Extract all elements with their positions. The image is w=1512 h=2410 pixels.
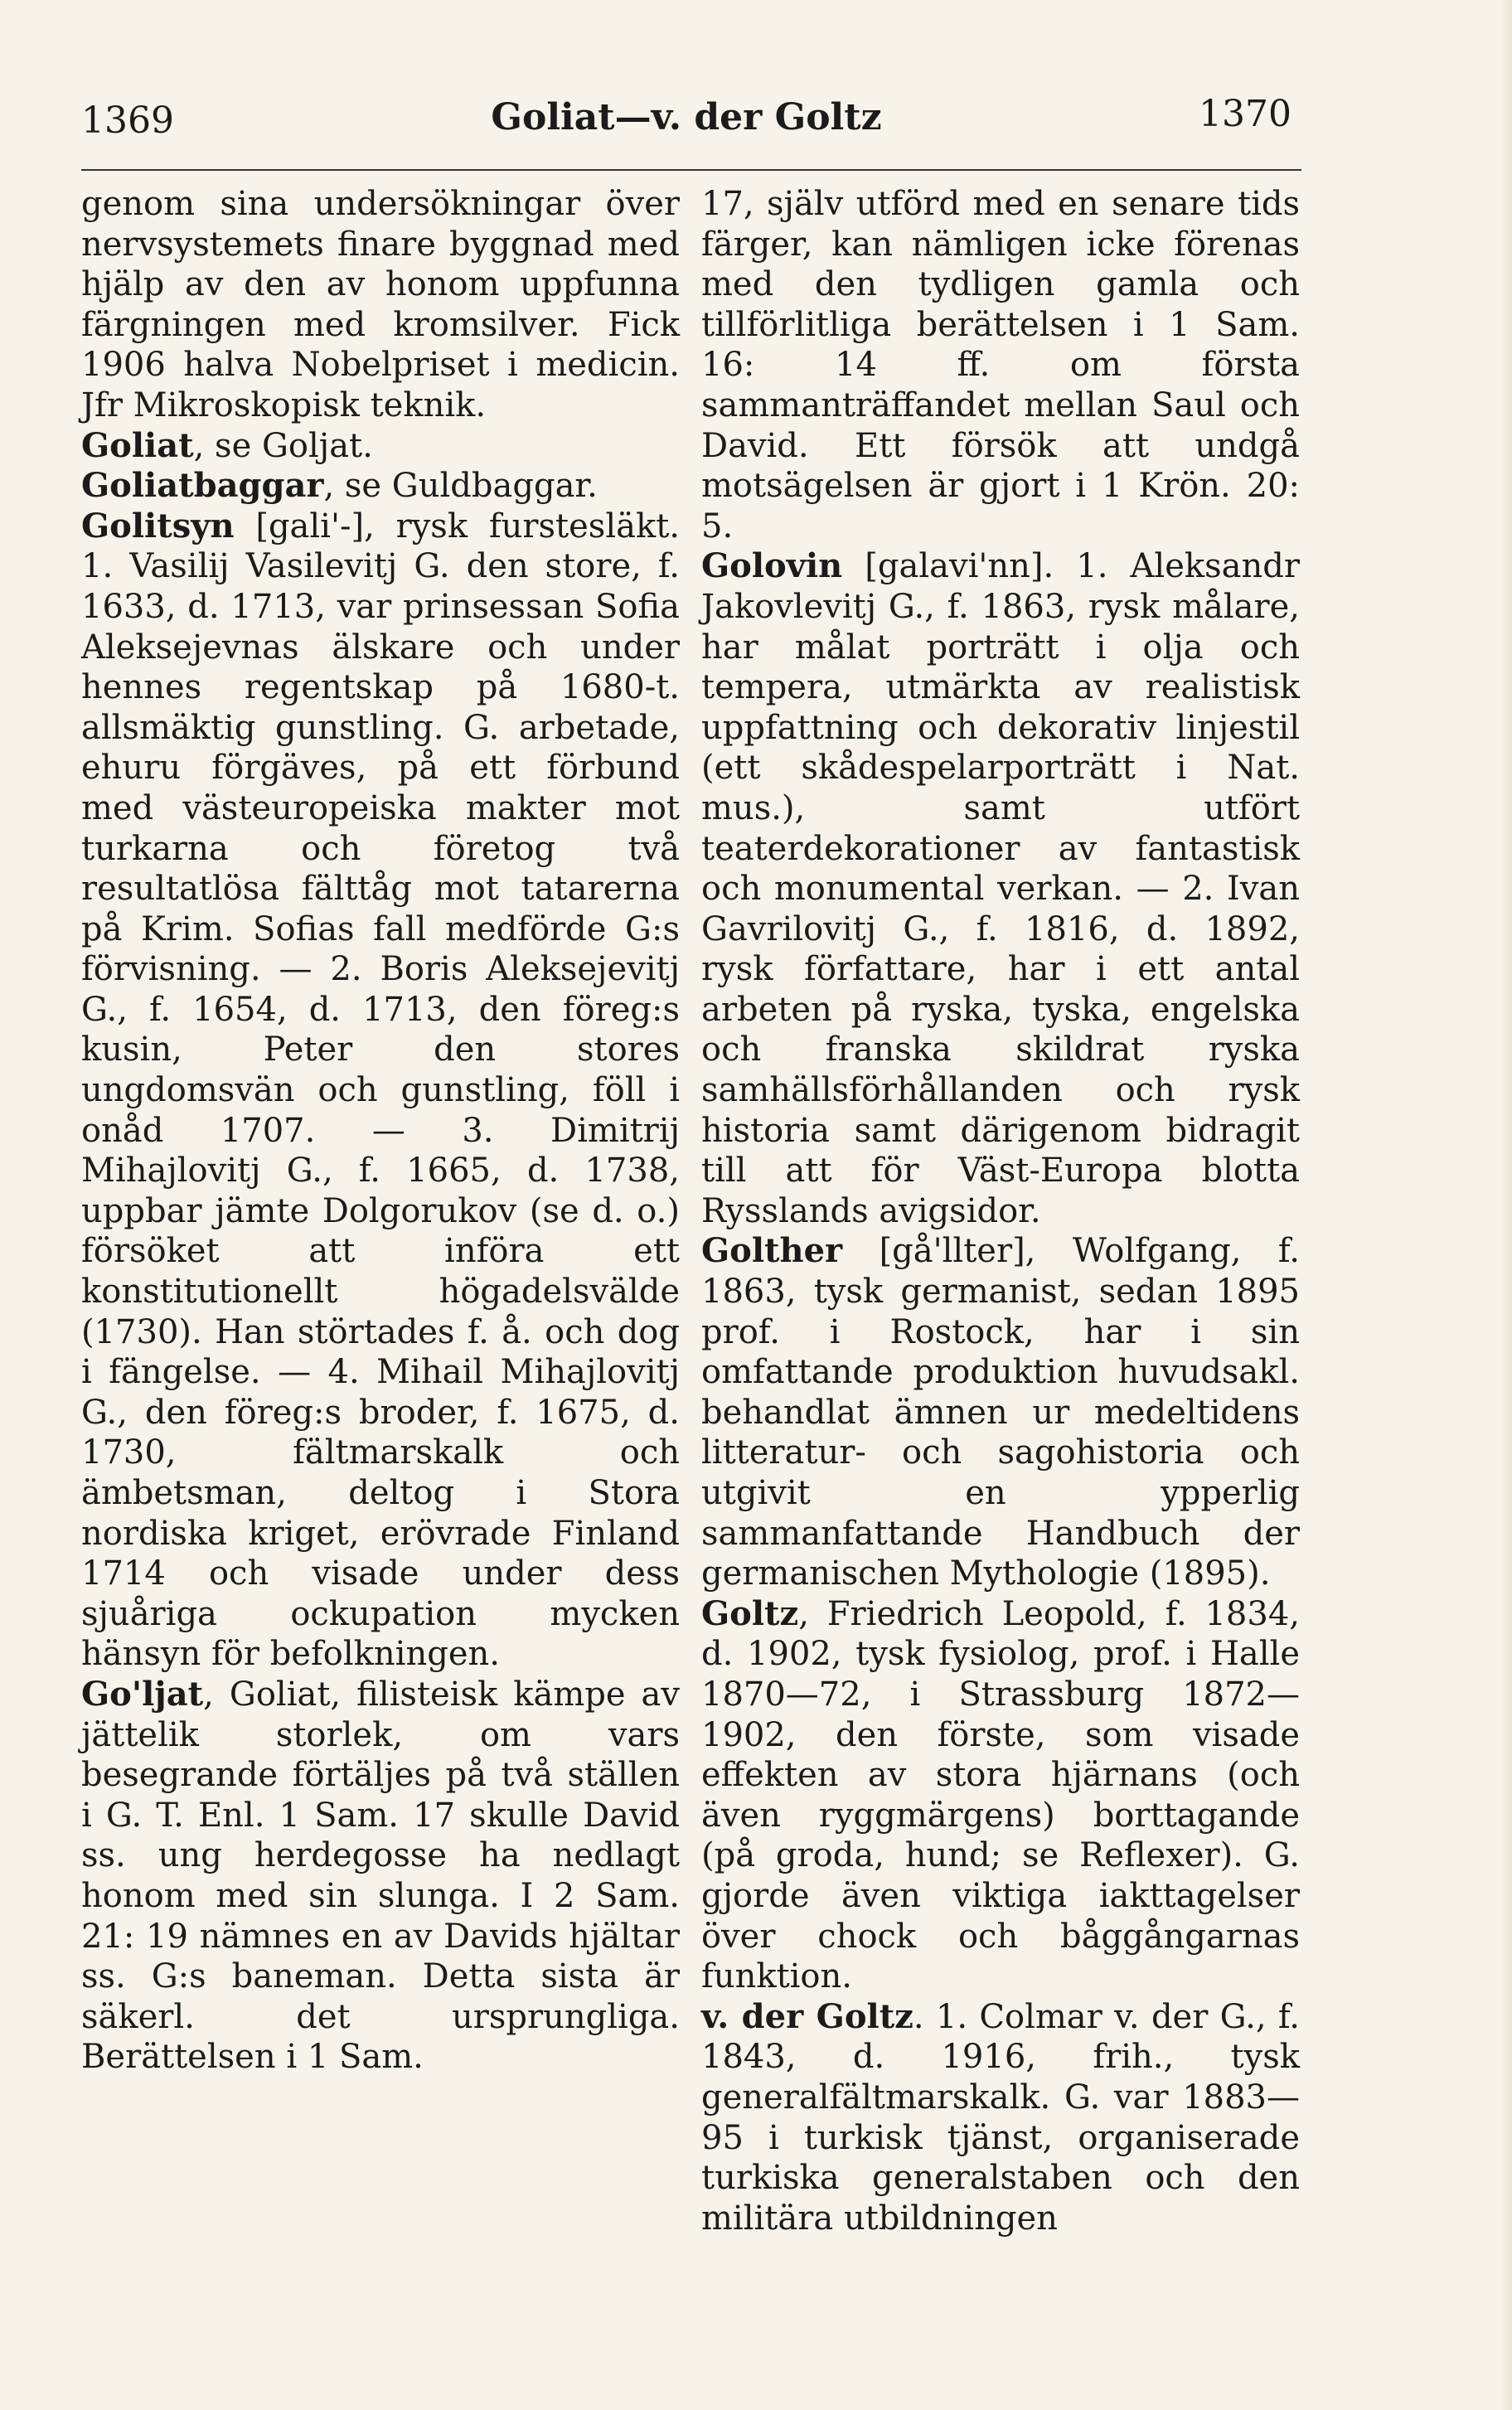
page-number-right: 1370 [1199,93,1292,135]
running-title: Goliat—v. der Goltz [491,96,882,138]
entry-goltz: Goltz, Friedrich Leopold, f. 1834, d. 1902, tysk fysiolog, prof. i Halle 1870—72, i Strassburg 1872—1902, den förste, som visade effekten av stora hjärnans (och även ryggmärgens) borttagande (på groda, hund; se Reflexer). G. gjorde även viktiga iakttagelser över chock och båggångarnas funktion. [701,1593,1300,1996]
page-header [81,93,1292,151]
headword: Goltz [701,1593,799,1633]
headword: Golitsyn [81,506,235,546]
entry-goliat: Goliat, se Goljat. [81,425,373,465]
left-column [81,184,680,2078]
header-rule [81,169,1301,171]
entry-golther: Golther [gå'llter], Wolfgang, f. 1863, tysk germanist, sedan 1895 prof. i Rostock, har i sin omfattande produktion huvudsakl. behandlat ämnen ur medeltidens litteratur- och sagohistoria och utgivit en ypperlig sammanfattande Handbuch der germanischen Mythologie (1895). [701,1231,1300,1593]
paragraph: 17, själv utförd med en senare tids färger, kan nämligen icke förenas med den tydligen gamla och tillförlitliga berättelsen i 1 Sam. 16: 14 ff. om första sammanträffandet mellan Saul och David. Ett försök att undgå motsägelsen är gjort i 1 Krön. 20: 5. [701,185,1300,546]
headword: Goliatbaggar [81,466,324,506]
right-column [701,184,1300,2238]
entry-v-der-goltz: v. der Goltz. 1. Colmar v. der G., f. 1843, d. 1916, frih., tysk generalfältmarskalk. G. var 1883—95 i turkisk tjänst, organiserade turkiska generalstaben och den militära utbildningen [701,1996,1301,2238]
page-number-left: 1369 [81,99,174,142]
entry-goliatbaggar: Goliatbaggar, se Guldbaggar. [81,466,598,506]
paragraph: genom sina undersökningar över nervsystemets finare byggnad med hjälp av den av honom uppfunna färgningen med kromsilver. Fick 1906 halva Nobelpriset i medicin. Jfr Mikroskopisk teknik. [81,185,680,424]
headword: Goliat [81,425,194,465]
headword: Golovin [701,546,843,586]
page-edge [1500,0,1512,2410]
headword: v. der Goltz [701,1996,914,2036]
entry-goljat: Go'ljat, Goliat, filisteisk kämpe av jättelik storlek, om vars besegrande förtäljes på två ställen i G. T. Enl. 1 Sam. 17 skulle David ss. ung herdegosse ha nedlagt honom med sin slunga. I 2 Sam. 21: 19 nämnes en av Davids hjältar ss. G:s baneman. Detta sista är säkerl. det ursprungliga. Berättelsen i 1 Sam. [81,1674,680,2077]
entry-golovin: Golovin [galavi'nn]. 1. Aleksandr Jakovlevitj G., f. 1863, rysk målare, har målat porträtt i olja och tempera, utmärkta av realistisk uppfattning och dekorativ linjestil (ett skådespelarporträtt i Nat. mus.), samt utfört teaterdekorationer av fantastisk och monumental verkan. — 2. Ivan Gavrilovitj G., f. 1816, d. 1892, rysk författare, har i ett antal arbeten på ryska, tyska, engelska och franska skildrat ryska samhällsförhållanden och rysk historia samt därigenom bidragit till att för Väst-Europa blotta Rysslands avigsidor. [701,546,1300,1230]
headword: Golther [701,1231,843,1271]
headword: Go'ljat [81,1674,204,1714]
entry-golitsyn: Golitsyn [gali'-], rysk furstesläkt. 1. Vasilij Vasilevitj G. den store, f. 1633, d. 1713, var prinsessan Sofia Aleksejevnas älskare och under hennes regentskap på 1680-t. allsmäktig gunstling. G. arbetade, ehuru förgäves, på ett förbund med västeuropeiska makter mot turkarna och företog två resultatlösa fälttåg mot tatarerna på Krim. Sofias fall medförde G:s förvisning. — 2. Boris Aleksejevitj G., f. 1654, d. 1713, den föreg:s kusin, Peter den stores ungdomsvän och gunstling, föll i onåd 1707. — 3. Dimitrij Mihajlovitj G., f. 1665, d. 1738, uppbar jämte Dolgorukov (se d. o.) försöket att införa ett konstitutionellt högadelsvälde (1730). Han störtades f. å. och dog i fängelse. — 4. Mihail Mihajlovitj G., den föreg:s broder, f. 1675, d. 1730, fältmarskalk och ämbetsman, deltog i Stora nordiska kriget, erövrade Finland 1714 och visade under dess sjuåriga ockupation mycken hänsyn för befolkningen. [81,506,680,1674]
